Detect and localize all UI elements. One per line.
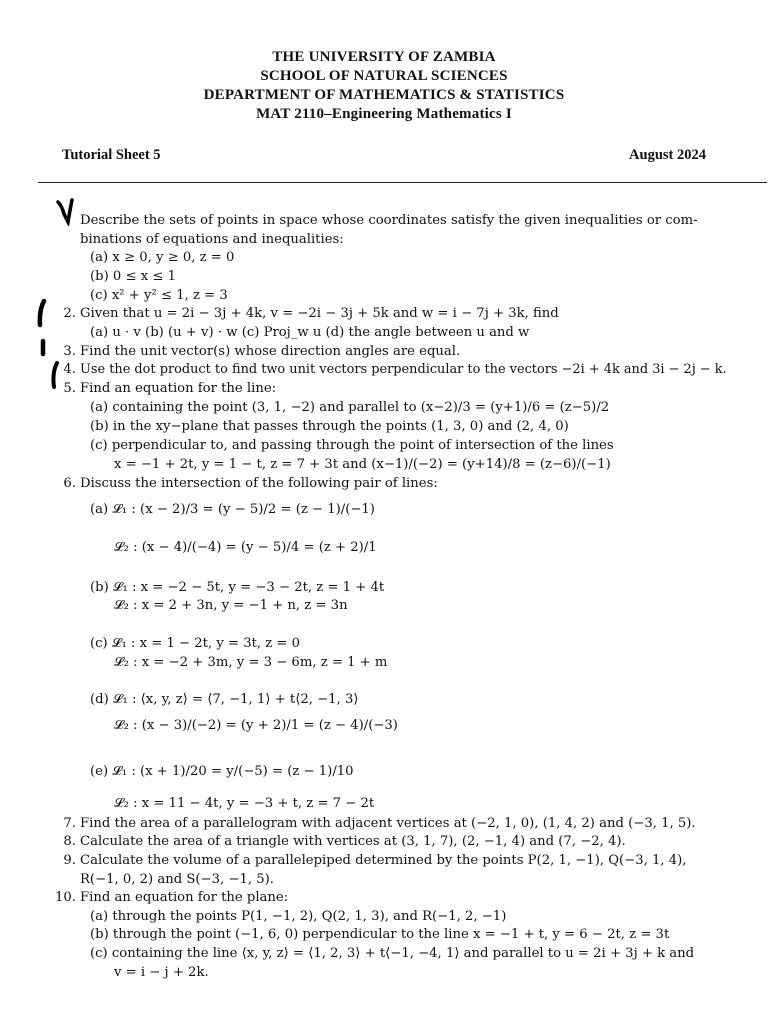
q8-number: 8. [63, 834, 76, 849]
q4-text: Use the dot product to find two unit vectors perpendicular to the vectors −2i + 4k and 3i − 2j − k. [80, 362, 727, 377]
q9-number: 9. [63, 853, 76, 868]
q5-part-c-line1: (c) perpendicular to, and passing through the point of intersection of the lines [90, 438, 614, 453]
q9-text-line1: Calculate the volume of a parallelepiped determined by the points P(2, 1, −1), Q(−3, 1, 4), [80, 853, 687, 868]
q5-part-a: (a) containing the point (3, 1, −2) and parallel to (x−2)/3 = (y+1)/6 = (z−5)/2 [90, 400, 610, 415]
q9-text-line2: R(−1, 0, 2) and S(−3, −1, 5). [80, 872, 274, 887]
q6-part-d-line1: (d) 𝓛₁ : ⟨x, y, z⟩ = ⟨7, −1, 1⟩ + t⟨2, −1, 3⟩ [90, 692, 359, 707]
q5-text: Find an equation for the line: [80, 381, 277, 396]
q5-number: 5. [63, 381, 76, 396]
university-name: THE UNIVERSITY OF ZAMBIA [272, 49, 496, 65]
q1-text-line2: binations of equations and inequalities: [80, 232, 344, 247]
q10-part-c-line2: v = i − j + 2k. [114, 965, 209, 980]
q7-text: Find the area of a parallelogram with adjacent vertices at (−2, 1, 0), (1, 4, 2) and (−3, 1, 5). [80, 816, 696, 831]
sheet-title: Tutorial Sheet 5 [62, 147, 161, 163]
handwritten-bar-mark [36, 298, 48, 328]
q6-number: 6. [63, 476, 76, 491]
school-name: SCHOOL OF NATURAL SCIENCES [260, 68, 508, 84]
q4-number: 4. [63, 362, 76, 377]
q6-part-e-line1: (e) 𝓛₁ : (x + 1)/20 = y/(−5) = (z − 1)/10 [90, 764, 354, 779]
handwritten-tick-mark [54, 196, 76, 226]
q10-text: Find an equation for the plane: [80, 890, 289, 905]
q1-part-a: (a) x ≥ 0, y ≥ 0, z = 0 [90, 250, 235, 265]
q5-part-c-line2: x = −1 + 2t, y = 1 − t, z = 7 + 3t and (x−1)/(−2) = (y+14)/8 = (z−6)/(−1) [114, 457, 611, 472]
q6-part-e-line2: 𝓛₂ : x = 11 − 4t, y = −3 + t, z = 7 − 2t [114, 796, 375, 811]
q6-part-d-line2: 𝓛₂ : (x − 3)/(−2) = (y + 2)/1 = (z − 4)/(−3) [114, 718, 398, 733]
q2-text: Given that u = 2i − 3j + 4k, v = −2i − 3j + 5k and w = i − 7j + 3k, find [80, 306, 559, 321]
q7-number: 7. [63, 816, 76, 831]
q5-part-b: (b) in the xy−plane that passes through the points (1, 3, 0) and (2, 4, 0) [90, 419, 569, 434]
q6-part-b-line2: 𝓛₂ : x = 2 + 3n, y = −1 + n, z = 3n [114, 598, 348, 613]
q1-part-c: (c) x² + y² ≤ 1, z = 3 [90, 288, 228, 303]
q10-part-c-line1: (c) containing the line ⟨x, y, z⟩ = ⟨1, 2, 3⟩ + t⟨−1, −4, 1⟩ and parallel to u = 2i + 3j + k and [90, 946, 695, 961]
header-divider [38, 182, 767, 183]
department-name: DEPARTMENT OF MATHEMATICS & STATISTICS [203, 87, 565, 103]
q2-parts: (a) u · v (b) (u + v) · w (c) Proj_w u (d) the angle between u and w [90, 325, 530, 340]
course-title: MAT 2110–Engineering Mathematics I [256, 106, 512, 122]
q6-part-c-line1: (c) 𝓛₁ : x = 1 − 2t, y = 3t, z = 0 [90, 636, 301, 651]
q3-number: 3. [63, 344, 76, 359]
q6-part-a-line2: 𝓛₂ : (x − 4)/(−4) = (y − 5)/4 = (z + 2)/1 [114, 540, 377, 555]
q1-part-b: (b) 0 ≤ x ≤ 1 [90, 269, 177, 284]
handwritten-bar-mark [38, 338, 48, 358]
q10-part-a: (a) through the points P(1, −1, 2), Q(2, 1, 3), and R(−1, 2, −1) [90, 909, 507, 924]
q3-text: Find the unit vector(s) whose direction angles are equal. [80, 344, 461, 359]
q6-part-a-line1: (a) 𝓛₁ : (x − 2)/3 = (y − 5)/2 = (z − 1)/(−1) [90, 502, 375, 517]
q8-text: Calculate the area of a triangle with vertices at (3, 1, 7), (2, −1, 4) and (7, −2, 4). [80, 834, 626, 849]
q6-text: Discuss the intersection of the following pair of lines: [80, 476, 438, 491]
q10-number: 10. [55, 890, 76, 905]
q10-part-b: (b) through the point (−1, 6, 0) perpendicular to the line x = −1 + t, y = 6 − 2t, z = 3t [90, 927, 670, 942]
q6-part-c-line2: 𝓛₂ : x = −2 + 3m, y = 3 − 6m, z = 1 + m [114, 655, 388, 670]
q6-part-b-line1: (b) 𝓛₁ : x = −2 − 5t, y = −3 − 2t, z = 1 + 4t [90, 580, 385, 595]
q1-text-line1: Describe the sets of points in space whose coordinates satisfy the given inequalities or com- [80, 213, 698, 228]
sheet-date: August 2024 [629, 147, 706, 163]
q2-number: 2. [63, 306, 76, 321]
